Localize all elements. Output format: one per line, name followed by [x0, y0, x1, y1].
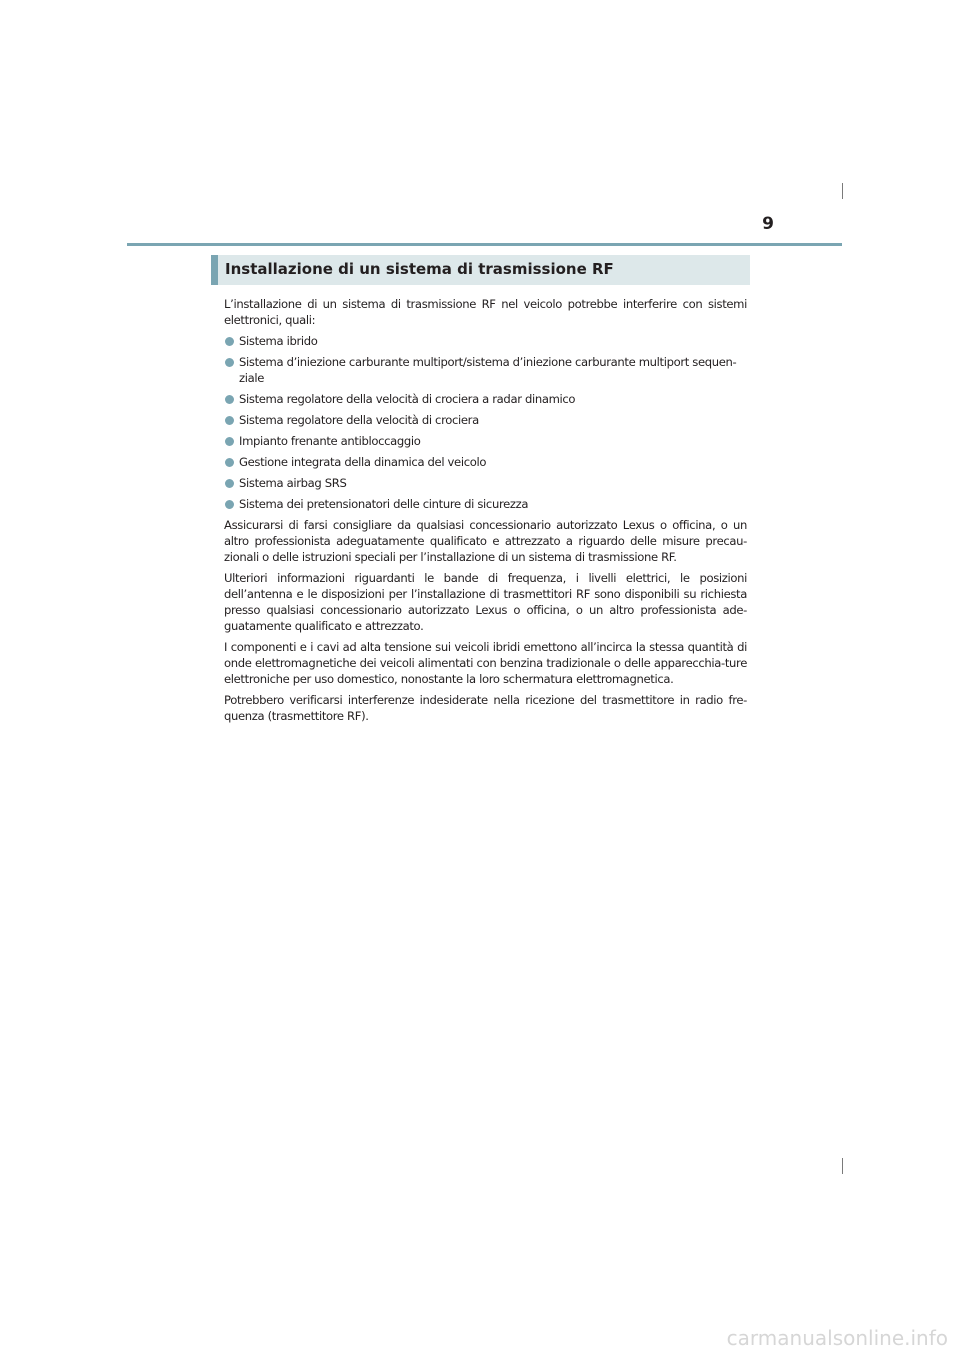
crop-mark-top	[842, 183, 843, 199]
bullet-icon	[225, 337, 234, 346]
list-item	[224, 475, 747, 491]
list-item-text: Sistema airbag SRS	[239, 476, 347, 490]
list-item-text: Sistema regolatore della velocità di crociera	[239, 413, 479, 427]
advice-paragraph: Assicurarsi di farsi consigliare da qualsiasi concessionario autorizzato Lexus o officina, o un altro professionista adeguatamente qualificato e attrezzato a riguardo delle misure precau-zionali o delle istruzioni speciali per l’installazione di un sistema di trasmissione RF.	[224, 518, 747, 564]
list-item-text: Gestione integrata della dinamica del veicolo	[239, 455, 487, 469]
bullet-icon	[225, 395, 234, 404]
list-item	[224, 496, 747, 512]
watermark-text: carmanualsonline.info	[726, 1326, 948, 1350]
page-number: 9	[762, 214, 774, 234]
list-item-text: Sistema dei pretensionatori delle cinture di sicurezza	[239, 497, 529, 511]
list-item-text: Sistema d’iniezione carburante multiport/sistema d’iniezione carburante multiport sequen-ziale	[239, 355, 737, 385]
bullet-icon	[225, 416, 234, 425]
bullet-icon	[225, 500, 234, 509]
list-item	[224, 454, 747, 470]
list-item	[224, 333, 747, 349]
list-item-text: Sistema regolatore della velocità di crociera a radar dinamico	[239, 392, 576, 406]
section-heading-text: Installazione di un sistema di trasmissione RF	[225, 260, 614, 278]
list-item-text: Sistema ibrido	[239, 334, 318, 348]
crop-mark-bottom	[842, 1158, 843, 1174]
bullet-icon	[225, 458, 234, 467]
list-item	[224, 391, 747, 407]
interference-paragraph: Potrebbero verificarsi interferenze indesiderate nella ricezione del trasmettitore in radio fre-quenza (trasmettitore RF).	[224, 693, 747, 723]
bullet-icon	[225, 437, 234, 446]
bullet-icon	[225, 479, 234, 488]
emission-paragraph: I componenti e i cavi ad alta tensione sui veicoli ibridi emettono all’incirca la stessa quantità di onde elettromagnetiche dei veicoli alimentati con benzina tradizionale o delle apparecchia-ture elettroniche per uso domestico, nonostante la loro schermatura elettromagnetica.	[224, 640, 747, 686]
section-content	[224, 296, 747, 729]
header-rule	[127, 243, 842, 246]
section-heading	[211, 255, 750, 285]
list-item-text: Impianto frenante antibloccaggio	[239, 434, 421, 448]
info-paragraph: Ulteriori informazioni riguardanti le bande di frequenza, i livelli elettrici, le posizioni dell’antenna e le disposizioni per l’installazione di trasmettitori RF sono disponibili su richiesta presso qualsiasi concessionario autorizzato Lexus o officina, o un altro professionista ade-guatamente qualificato e attrezzato.	[224, 571, 747, 633]
list-item	[224, 354, 747, 386]
bullet-icon	[225, 358, 234, 367]
intro-paragraph: L’installazione di un sistema di trasmissione RF nel veicolo potrebbe interferire con sistemi elettronici, quali:	[224, 297, 747, 327]
systems-list	[224, 333, 747, 512]
list-item	[224, 412, 747, 428]
list-item	[224, 433, 747, 449]
